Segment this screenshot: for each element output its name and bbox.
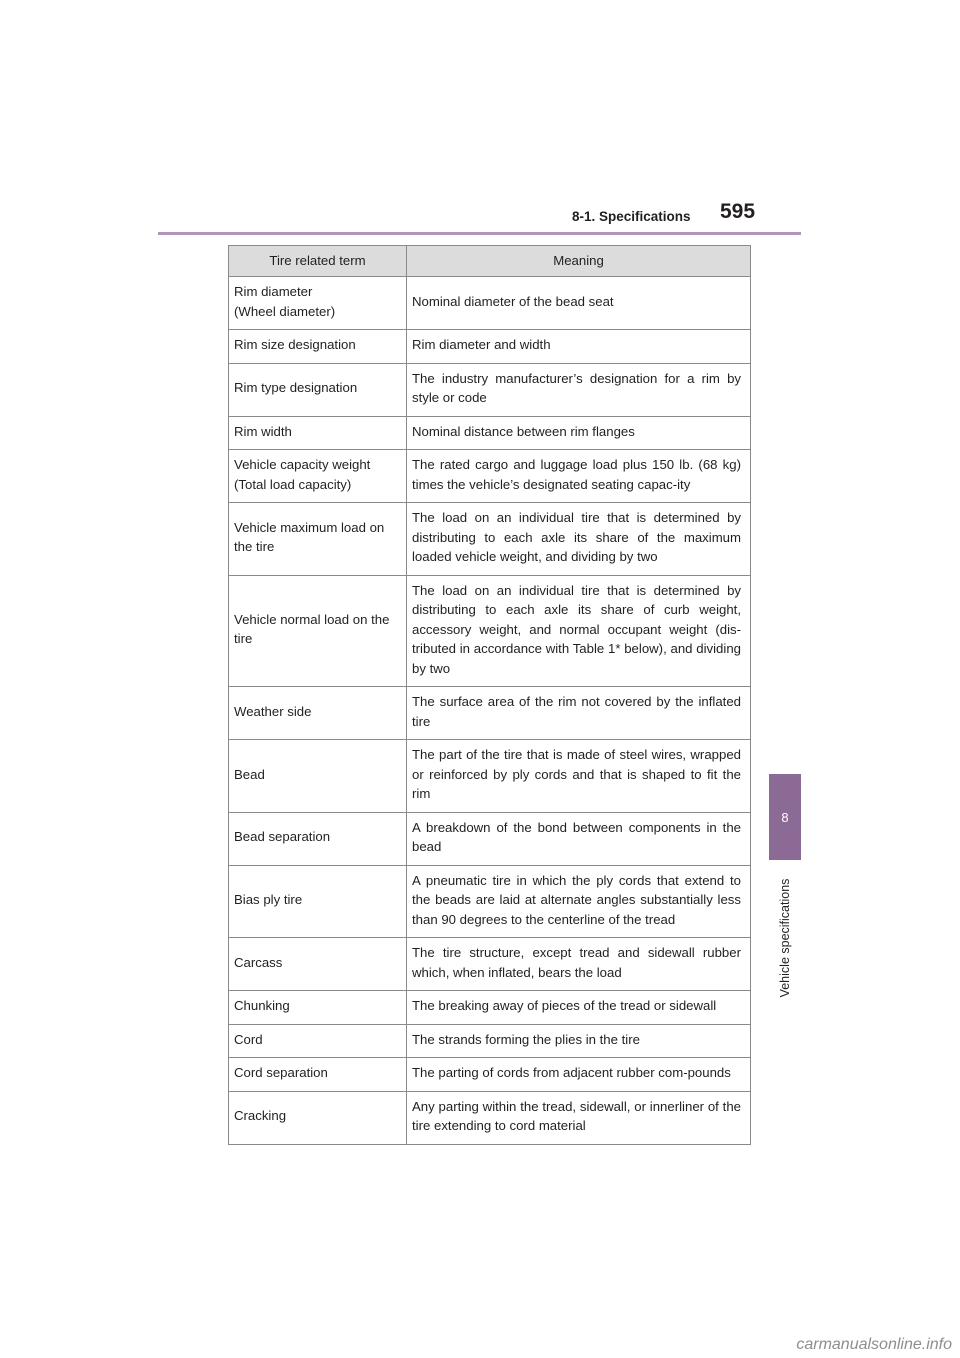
table-row	[229, 363, 751, 416]
table-row	[229, 330, 751, 364]
meaning-cell: The load on an individual tire that is determined by distributing to each axle its share of curb weight, accessory weight, and normal occupant weight (dis-tributed in accordance with Table 1* below), and dividing by two	[407, 575, 751, 687]
meaning-cell: Nominal distance between rim flanges	[407, 416, 751, 450]
table-row	[229, 575, 751, 687]
term-cell: Rim type designation	[229, 363, 407, 416]
meaning-cell: Nominal diameter of the bead seat	[407, 277, 751, 330]
section-title: 8-1. Specifications	[572, 209, 691, 224]
term-cell: Carcass	[229, 938, 407, 991]
page-number: 595	[720, 200, 756, 223]
term-cell: Bias ply tire	[229, 865, 407, 938]
column-header-term: Tire related term	[229, 246, 407, 277]
meaning-cell: The load on an individual tire that is determined by distributing to each axle its share of the maximum loaded vehicle weight, and dividing by two	[407, 503, 751, 576]
table-row	[229, 740, 751, 813]
term-cell: Cord separation	[229, 1058, 407, 1092]
column-header-meaning: Meaning	[407, 246, 751, 277]
meaning-cell: Any parting within the tread, sidewall, or innerliner of the tire extending to cord material	[407, 1091, 751, 1144]
term-cell: Chunking	[229, 991, 407, 1025]
meaning-cell: Rim diameter and width	[407, 330, 751, 364]
term-cell: Rim width	[229, 416, 407, 450]
term-cell: Rim size designation	[229, 330, 407, 364]
term-cell: Rim diameter (Wheel diameter)	[229, 277, 407, 330]
meaning-cell: A pneumatic tire in which the ply cords that extend to the beads are laid at alternate angles substantially less than 90 degrees to the centerline of the tread	[407, 865, 751, 938]
chapter-title: Vehicle specifications	[778, 878, 792, 998]
table-body	[229, 277, 751, 1145]
table-row	[229, 991, 751, 1025]
term-cell: Vehicle capacity weight (Total load capacity)	[229, 450, 407, 503]
term-cell: Vehicle normal load on the tire	[229, 575, 407, 687]
meaning-cell: The industry manufacturer’s designation for a rim by style or code	[407, 363, 751, 416]
table-row	[229, 1058, 751, 1092]
table-header-row	[229, 246, 751, 277]
term-cell: Cord	[229, 1024, 407, 1058]
term-cell: Vehicle maximum load on the tire	[229, 503, 407, 576]
meaning-cell: A breakdown of the bond between components in the bead	[407, 812, 751, 865]
term-cell: Cracking	[229, 1091, 407, 1144]
table-row	[229, 687, 751, 740]
meaning-cell: The rated cargo and luggage load plus 150 lb. (68 kg) times the vehicle’s designated seating capac-ity	[407, 450, 751, 503]
table-row	[229, 277, 751, 330]
meaning-cell: The tire structure, except tread and sidewall rubber which, when inflated, bears the load	[407, 938, 751, 991]
table-row	[229, 938, 751, 991]
table-row	[229, 865, 751, 938]
header-divider	[158, 232, 801, 235]
table-row	[229, 812, 751, 865]
chapter-tab[interactable]	[769, 774, 801, 860]
table-row	[229, 416, 751, 450]
table-row	[229, 450, 751, 503]
watermark: carmanualsonline.info	[796, 1336, 952, 1353]
tire-terms-table	[228, 245, 751, 1145]
meaning-cell: The surface area of the rim not covered by the inflated tire	[407, 687, 751, 740]
table-row	[229, 503, 751, 576]
meaning-cell: The parting of cords from adjacent rubber com-pounds	[407, 1058, 751, 1092]
chapter-number: 8	[781, 809, 789, 825]
table-row	[229, 1024, 751, 1058]
meaning-cell: The strands forming the plies in the tire	[407, 1024, 751, 1058]
term-cell: Bead separation	[229, 812, 407, 865]
table-row	[229, 1091, 751, 1144]
term-cell: Bead	[229, 740, 407, 813]
term-cell: Weather side	[229, 687, 407, 740]
meaning-cell: The part of the tire that is made of steel wires, wrapped or reinforced by ply cords and that is shaped to fit the rim	[407, 740, 751, 813]
meaning-cell: The breaking away of pieces of the tread or sidewall	[407, 991, 751, 1025]
